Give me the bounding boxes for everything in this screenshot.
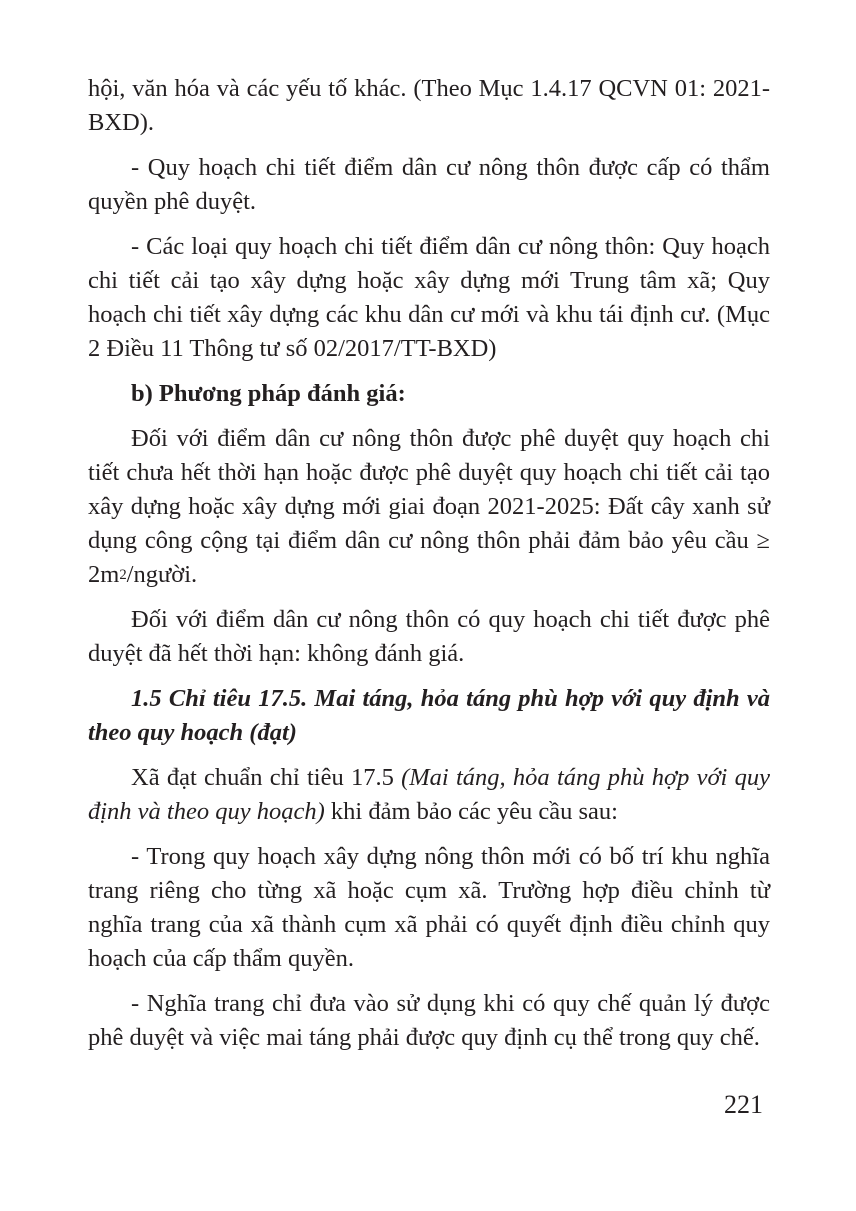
paragraph-cemetery-rules: - Nghĩa trang chỉ đưa vào sử dụng khi có quy chế quản lý được phê duyệt và việc mai táng phải được quy định cụ thể trong quy chế. — [88, 990, 770, 1051]
page-body — [88, 72, 770, 1066]
paragraph-cemetery-plan: - Trong quy hoạch xây dựng nông thôn mới có bố trí khu nghĩa trang riêng cho từng xã hoặc cụm xã. Trường hợp điều chỉnh từ nghĩa trang của xã thành cụm xã phải có quyết định điều chỉnh quy hoạch của cấp thẩm quyền. — [88, 843, 770, 972]
standard-text-italic: (Mai táng, hỏa táng phù hợp với quy định và theo quy hoạch) — [88, 764, 770, 825]
paragraph-approval: - Quy hoạch chi tiết điểm dân cư nông thôn được cấp có thẩm quyền phê duyệt. — [88, 154, 770, 215]
paragraph-green-land — [88, 422, 770, 592]
section-heading-indicator-17-5: 1.5 Chỉ tiêu 17.5. Mai táng, hỏa táng phù hợp với quy định và theo quy hoạch (đạt) — [88, 685, 770, 746]
standard-text-after: khi đảm bảo các yêu cầu sau: — [324, 798, 618, 825]
paragraph-expired-plan: Đối với điểm dân cư nông thôn có quy hoạch chi tiết được phê duyệt đã hết thời hạn: không đánh giá. — [88, 606, 770, 667]
paragraph-standard — [88, 761, 770, 829]
paragraph-continuation: hội, văn hóa và các yếu tố khác. (Theo Mục 1.4.17 QCVN 01: 2021-BXD). — [88, 75, 770, 136]
paragraph-plan-types: - Các loại quy hoạch chi tiết điểm dân cư nông thôn: Quy hoạch chi tiết cải tạo xây dựng hoặc xây dựng mới Trung tâm xã; Quy hoạch chi tiết xây dựng các khu dân cư mới và khu tái định cư. (Mục 2 Điều 11 Thông tư số 02/2017/TT-BXD) — [88, 233, 770, 362]
standard-text-before: Xã đạt chuẩn chỉ tiêu 17.5 — [131, 764, 402, 791]
green-land-text: Đối với điểm dân cư nông thôn được phê duyệt quy hoạch chi tiết chưa hết thời hạn hoặc được phê duyệt quy hoạch chi tiết cải tạo xây dựng hoặc xây dựng mới giai đoạn 2021-2025: Đất cây xanh sử dụng công cộng tại điểm dân cư nông thôn phải đảm bảo yêu cầu ≥ 2m — [88, 425, 770, 588]
green-land-unit: /người. — [126, 561, 198, 588]
superscript-two: 2 — [119, 567, 127, 584]
section-heading-method: b) Phương pháp đánh giá: — [131, 380, 406, 407]
page-number: 221 — [724, 1090, 763, 1119]
